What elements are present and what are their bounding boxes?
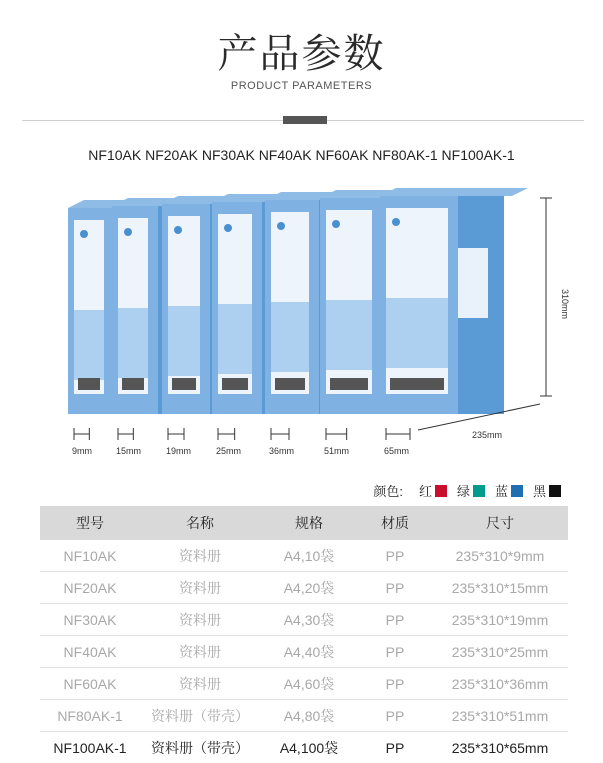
color-name: 绿 [457, 481, 470, 500]
barcode-icon [330, 378, 368, 390]
thickness-label: 51mm [324, 446, 349, 456]
cell-model: NF60AK [40, 668, 140, 700]
divider-accent [283, 116, 327, 124]
product-image [40, 178, 580, 463]
cell-name: 资料册 [140, 604, 260, 636]
cell-material: PP [358, 668, 432, 700]
color-name: 蓝 [495, 481, 508, 500]
cell-size: 235*310*36mm [432, 668, 568, 700]
color-swatch-green [473, 485, 485, 497]
cell-model: NF40AK [40, 636, 140, 668]
cell-name: 资料册（带壳） [140, 700, 260, 732]
thickness-label: 36mm [269, 446, 294, 456]
thickness-bracket [218, 428, 235, 440]
cell-size: 235*310*19mm [432, 604, 568, 636]
cell-size: 235*310*15mm [432, 572, 568, 604]
page-subtitle: PRODUCT PARAMETERS [0, 80, 603, 92]
color-option-red [419, 481, 447, 500]
cell-spec: A4,20袋 [260, 572, 358, 604]
cell-size: 235*310*65mm [432, 732, 568, 763]
barcode-icon [78, 378, 100, 390]
thickness-label: 65mm [384, 446, 409, 456]
thickness-bracket [326, 428, 347, 440]
color-swatch-red [435, 485, 447, 497]
cell-size: 235*310*51mm [432, 700, 568, 732]
folder-top [380, 188, 528, 196]
spine-gradient [218, 304, 252, 374]
cell-spec: A4,30袋 [260, 604, 358, 636]
cell-material: PP [358, 572, 432, 604]
logo-icon [80, 230, 88, 238]
thickness-bracket [118, 428, 133, 440]
spine-gradient [326, 300, 372, 370]
cell-material: PP [358, 636, 432, 668]
cell-material: PP [358, 604, 432, 636]
barcode-icon [390, 378, 444, 390]
barcode-icon [222, 378, 248, 390]
color-label: 颜色: [373, 481, 403, 500]
height-dimension [540, 198, 552, 396]
color-name: 红 [419, 481, 432, 500]
spine-gradient [168, 306, 200, 376]
cell-model: NF80AK-1 [40, 700, 140, 732]
logo-icon [224, 224, 232, 232]
thickness-bracket [386, 428, 410, 440]
cell-material: PP [358, 700, 432, 732]
header-material: 材质 [358, 506, 432, 540]
logo-icon [174, 226, 182, 234]
cell-material: PP [358, 732, 432, 763]
product-illustration [40, 178, 580, 463]
spine-gradient [386, 298, 448, 368]
spine-gradient [74, 310, 104, 380]
cell-spec: A4,40袋 [260, 636, 358, 668]
barcode-icon [275, 378, 305, 390]
thickness-label: 19mm [166, 446, 191, 456]
case-window [458, 248, 488, 318]
color-options [373, 481, 561, 500]
cell-name: 资料册 [140, 636, 260, 668]
table-row [40, 732, 568, 763]
thickness-label: 25mm [216, 446, 241, 456]
table-row [40, 572, 568, 604]
spine-gradient [118, 308, 148, 378]
color-swatch-blue [511, 485, 523, 497]
cell-name: 资料册 [140, 540, 260, 572]
header-size: 尺寸 [432, 506, 568, 540]
barcode-icon [172, 378, 196, 390]
cell-name: 资料册（带壳） [140, 732, 260, 763]
table-header-row [40, 506, 568, 540]
cell-spec: A4,60袋 [260, 668, 358, 700]
spec-table [40, 506, 568, 763]
cell-model: NF10AK [40, 540, 140, 572]
page-title: 产品参数 [0, 22, 603, 79]
header-spec: 规格 [260, 506, 358, 540]
color-option-blue [495, 481, 523, 500]
cell-model: NF100AK-1 [40, 732, 140, 763]
header-name: 名称 [140, 506, 260, 540]
table-row [40, 636, 568, 668]
thickness-label: 9mm [72, 446, 92, 456]
table-row [40, 700, 568, 732]
cell-model: NF30AK [40, 604, 140, 636]
color-swatch-black [549, 485, 561, 497]
table-row [40, 540, 568, 572]
thickness-bracket [74, 428, 89, 440]
cell-name: 资料册 [140, 668, 260, 700]
logo-icon [392, 218, 400, 226]
width-label: 235mm [472, 430, 502, 440]
cell-size: 235*310*9mm [432, 540, 568, 572]
logo-icon [124, 228, 132, 236]
table-row [40, 604, 568, 636]
height-label: 310mm [560, 289, 570, 319]
spine-gradient [271, 302, 309, 372]
cell-spec: A4,80袋 [260, 700, 358, 732]
models-line: NF10AK NF20AK NF30AK NF40AK NF60AK NF80AK-1 NF100AK-1 [0, 147, 603, 163]
cell-spec: A4,100袋 [260, 732, 358, 763]
color-option-green [457, 481, 485, 500]
cell-spec: A4,10袋 [260, 540, 358, 572]
thickness-label: 15mm [116, 446, 141, 456]
header-model: 型号 [40, 506, 140, 540]
thickness-bracket [271, 428, 289, 440]
logo-icon [277, 222, 285, 230]
color-name: 黑 [533, 481, 546, 500]
color-option-black [533, 481, 561, 500]
table-row [40, 668, 568, 700]
cell-name: 资料册 [140, 572, 260, 604]
cell-material: PP [358, 540, 432, 572]
cell-model: NF20AK [40, 572, 140, 604]
cell-size: 235*310*25mm [432, 636, 568, 668]
logo-icon [332, 220, 340, 228]
thickness-bracket [168, 428, 184, 440]
barcode-icon [122, 378, 144, 390]
